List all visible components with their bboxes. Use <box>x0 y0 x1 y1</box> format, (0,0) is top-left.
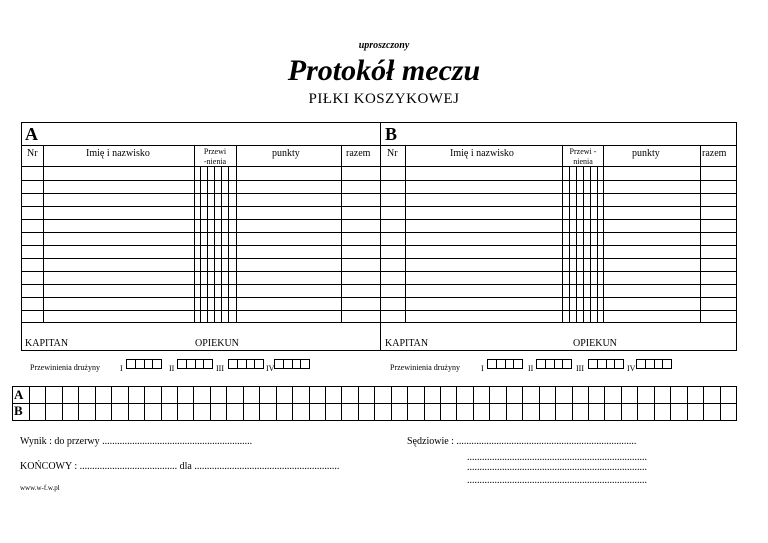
score-grid-column <box>407 386 408 421</box>
table-right-border <box>736 122 737 351</box>
final-score-line[interactable]: KOŃCOWY : ....................................... dla .......................................................... <box>20 461 340 472</box>
team-a-col-total: razem <box>346 148 371 159</box>
foul-subcolumn <box>569 166 570 323</box>
table-left-border <box>21 122 22 351</box>
player-row-line <box>21 166 737 167</box>
score-grid-column <box>391 386 392 421</box>
score-grid-column <box>506 386 507 421</box>
score-grid-column <box>193 386 194 421</box>
score-row-a-label: A <box>14 387 24 402</box>
column-divider <box>43 145 44 323</box>
team-a-quarter-2-boxes[interactable] <box>177 359 213 369</box>
team-a-col-points: punkty <box>272 148 300 159</box>
team-a-fouls-label: Przewinienia drużyny <box>30 363 100 372</box>
team-b-quarter-1-label: I <box>481 364 484 373</box>
team-b-col-name: Imię i nazwisko <box>450 148 514 159</box>
team-b-col-points: punkty <box>632 148 660 159</box>
score-grid-column <box>539 386 540 421</box>
team-a-letter: A <box>25 124 38 144</box>
team-b-quarter-4-label: IV <box>627 364 636 373</box>
score-grid-column <box>555 386 556 421</box>
score-grid-column <box>588 386 589 421</box>
table-center-divider <box>380 122 381 351</box>
team-a-quarter-3-label: III <box>216 364 224 373</box>
team-b-letter: B <box>385 124 398 144</box>
score-grid-column <box>292 386 293 421</box>
score-grid-column <box>424 386 425 421</box>
column-divider <box>236 145 237 323</box>
score-grid-column <box>489 386 490 421</box>
team-b-quarter-2-label: II <box>528 364 534 373</box>
score-row-b-label: B <box>14 403 23 418</box>
player-row-line <box>21 258 737 259</box>
score-grid-column <box>144 386 145 421</box>
score-grid-column <box>341 386 342 421</box>
form-title: Protokół meczu <box>287 54 481 87</box>
score-grid-column <box>111 386 112 421</box>
score-grid-column <box>736 386 737 421</box>
score-grid-column <box>29 386 30 421</box>
score-grid-column <box>259 386 260 421</box>
foul-subcolumn <box>221 166 222 323</box>
halftime-score-line[interactable]: Wynik : do przerwy ............................................................ <box>20 436 253 447</box>
team-b-quarter-3-boxes[interactable] <box>588 359 624 369</box>
score-grid-column <box>522 386 523 421</box>
score-grid-left <box>12 386 13 421</box>
player-row-line <box>21 284 737 285</box>
team-b-col-nr: Nr <box>387 148 398 159</box>
score-grid-column <box>456 386 457 421</box>
foul-subcolumn <box>228 166 229 323</box>
team-a-quarter-2-label: II <box>169 364 175 373</box>
team-b-quarter-2-boxes[interactable] <box>536 359 572 369</box>
score-grid-column <box>687 386 688 421</box>
column-divider <box>603 145 604 323</box>
foul-subcolumn <box>597 166 598 323</box>
player-row-line <box>21 206 737 207</box>
player-row-line <box>21 322 737 323</box>
table-top-border <box>21 122 737 123</box>
player-row-line <box>21 180 737 181</box>
referees-line-4[interactable]: ........................................................................ <box>467 475 647 486</box>
score-grid-column <box>325 386 326 421</box>
foul-subcolumn <box>590 166 591 323</box>
score-grid-column <box>572 386 573 421</box>
score-grid-column <box>621 386 622 421</box>
player-row-line <box>21 232 737 233</box>
referees-line-2[interactable]: ........................................................................ <box>467 452 647 463</box>
team-a-col-name: Imię i nazwisko <box>86 148 150 159</box>
column-divider <box>700 145 701 323</box>
team-b-col-fouls-1: Przewi - <box>569 147 597 156</box>
team-a-captain-label: KAPITAN <box>25 338 69 349</box>
player-row-line <box>21 271 737 272</box>
score-grid-column <box>128 386 129 421</box>
referees-line-1[interactable]: Sędziowie : ........................................................................ <box>407 436 637 447</box>
foul-subcolumn <box>200 166 201 323</box>
score-grid-column <box>78 386 79 421</box>
score-grid-column <box>374 386 375 421</box>
score-grid-column <box>720 386 721 421</box>
score-grid-column <box>161 386 162 421</box>
team-a-col-fouls-1: Przewi <box>203 147 227 156</box>
form-sport: PIŁKI KOSZYKOWEJ <box>308 91 460 107</box>
score-grid-column <box>654 386 655 421</box>
team-b-fouls-label: Przewinienia drużyny <box>390 363 460 372</box>
score-grid-column <box>276 386 277 421</box>
column-divider <box>194 145 195 323</box>
score-grid-column <box>670 386 671 421</box>
score-grid-column <box>358 386 359 421</box>
team-a-quarter-1-boxes[interactable] <box>126 359 162 369</box>
team-a-quarter-1-label: I <box>120 364 123 373</box>
score-grid-column <box>309 386 310 421</box>
team-b-quarter-3-label: III <box>576 364 584 373</box>
column-divider <box>405 145 406 323</box>
team-a-col-fouls-2: -nienia <box>203 157 227 166</box>
team-b-captain-label: KAPITAN <box>385 338 429 349</box>
team-a-col-nr: Nr <box>27 148 38 159</box>
score-grid-column <box>210 386 211 421</box>
team-b-quarter-1-boxes[interactable] <box>487 359 523 369</box>
score-grid-column <box>226 386 227 421</box>
foul-subcolumn <box>207 166 208 323</box>
team-b-col-fouls-2: nienia <box>573 157 593 166</box>
player-row-line <box>21 219 737 220</box>
website-label: www.w-f.w.pl <box>20 484 60 492</box>
column-divider <box>562 145 563 323</box>
team-b-quarter-4-boxes[interactable] <box>636 359 672 369</box>
score-grid-column <box>637 386 638 421</box>
score-grid-column <box>703 386 704 421</box>
form-subtitle: uproszczony <box>358 40 410 51</box>
table-bottom-border <box>21 350 737 351</box>
team-a-quarter-4-label: IV <box>266 364 275 373</box>
team-a-coach-label: OPIEKUN <box>195 338 239 349</box>
score-grid-column <box>440 386 441 421</box>
score-grid-column <box>62 386 63 421</box>
score-grid-column <box>95 386 96 421</box>
table-header-top-border <box>21 145 737 146</box>
foul-subcolumn <box>214 166 215 323</box>
player-row-line <box>21 193 737 194</box>
foul-subcolumn <box>576 166 577 323</box>
player-row-line <box>21 245 737 246</box>
score-grid-column <box>243 386 244 421</box>
score-grid-column <box>473 386 474 421</box>
player-row-line <box>21 310 737 311</box>
foul-subcolumn <box>583 166 584 323</box>
team-a-quarter-4-boxes[interactable] <box>274 359 310 369</box>
team-a-quarter-3-boxes[interactable] <box>228 359 264 369</box>
score-grid-column <box>45 386 46 421</box>
referees-line-3[interactable]: ........................................................................ <box>467 462 647 473</box>
column-divider <box>341 145 342 323</box>
score-grid-column <box>604 386 605 421</box>
player-row-line <box>21 297 737 298</box>
score-grid-column <box>177 386 178 421</box>
team-b-col-total: razem <box>702 148 727 159</box>
team-b-coach-label: OPIEKUN <box>573 338 617 349</box>
